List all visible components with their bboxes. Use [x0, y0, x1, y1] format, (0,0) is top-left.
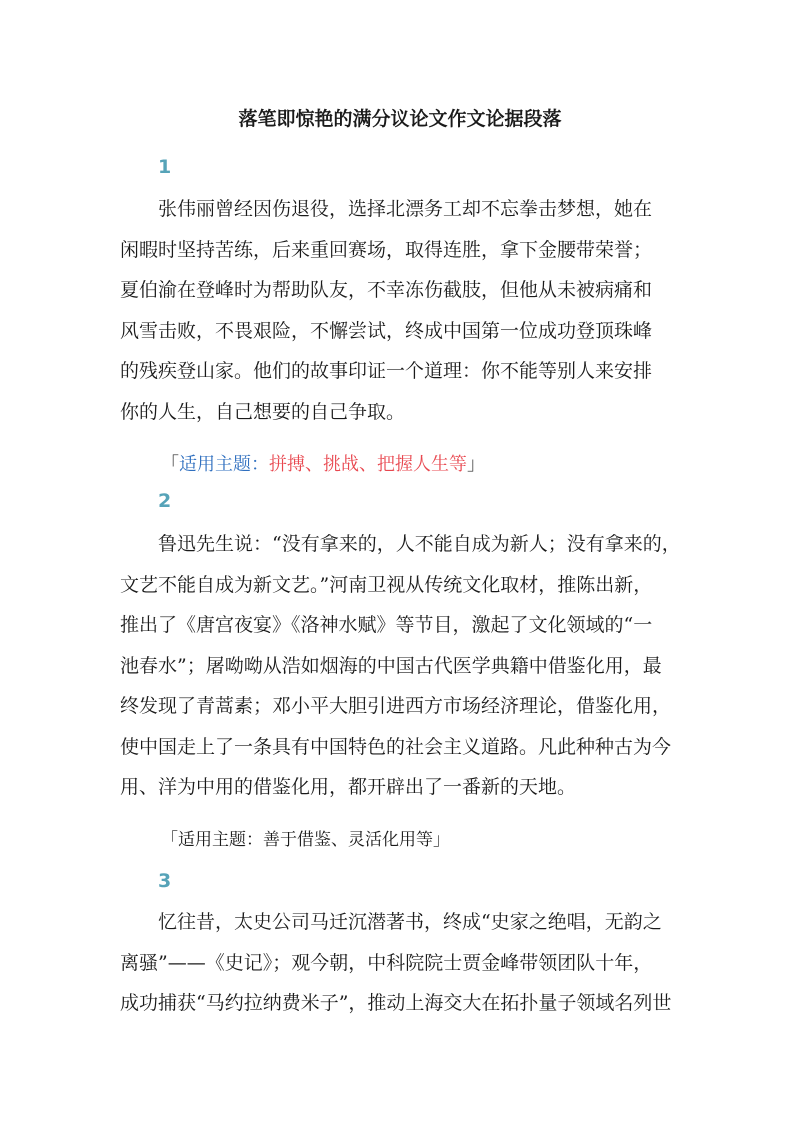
paragraph-line: 你的人生，自己想要的自己争取。: [120, 400, 406, 423]
paragraph-line: 终发现了青蒿素；邓小平大胆引进西方市场经济理论，借鉴化用，: [120, 695, 672, 717]
paragraph-line: 使中国走上了一条具有中国特色的社会主义道路。凡此种种古为今: [120, 735, 672, 758]
paragraph-line: 张伟丽曾经因伤退役，选择北漂务工却不忘拳击梦想，她在: [158, 198, 653, 220]
section-1-paragraph: [120, 189, 690, 432]
paragraph-line: 忆往昔，太史公司马迁沉潜著书，终成“史家之绝唱，无韵之: [158, 911, 662, 933]
paragraph-line: 文艺不能自成为新文艺。”河南卫视从传统文化取材，推陈出新，: [120, 573, 653, 596]
theme-label: 适用主题: [179, 454, 251, 475]
section-3-paragraph: [120, 902, 690, 1024]
paragraph-line: 的残疾登山家。他们的故事印证一个道理：你不能等别人来安排: [120, 360, 653, 382]
section-number-2: 2: [158, 490, 172, 512]
theme-bracket-close: 」: [467, 454, 485, 475]
paragraph-line: 池春水”；屠呦呦从浩如烟海的中国古代医学典籍中借鉴化用，最: [120, 654, 662, 677]
theme-bracket-open: 「: [161, 454, 179, 475]
paragraph-line: 用、洋为中用的借鉴化用，都开辟出了一番新的天地。: [120, 776, 577, 798]
theme-note-2: 「适用主题：善于借鉴、灵活化用等」: [161, 830, 450, 850]
paragraph-line: 闲暇时坚持苦练，后来重回赛场，取得连胜，拿下金腰带荣誉；: [120, 238, 653, 261]
paragraph-line: 成功捕获“马约拉纳费米子”，推动上海交大在拓扑量子领域名列世: [120, 992, 672, 1014]
section-2-paragraph: [120, 524, 690, 808]
paragraph-line: 鲁迅先生说：“没有拿来的，人不能自成为新人；没有拿来的，: [158, 533, 681, 555]
section-number-1: 1: [158, 156, 172, 178]
section-number-3: 3: [158, 870, 172, 892]
page-title: 落笔即惊艳的满分议论文作文论据段落: [238, 108, 562, 130]
paragraph-line: 风雪击败，不畏艰险，不懈尝试，终成中国第一位成功登顶珠峰: [120, 319, 653, 342]
theme-separator: ：: [251, 454, 269, 475]
paragraph-line: 离骚”——《史记》；观今朝，中科院院士贾金峰带领团队十年，: [120, 951, 653, 974]
paragraph-line: 夏伯渝在登峰时为帮助队友，不幸冻伤截肢，但他从未被病痛和: [120, 279, 653, 301]
theme-value: 拼搏、挑战、把握人生等: [269, 454, 467, 475]
paragraph-line: 推出了《唐宫夜宴》《洛神水赋》等节目，激起了文化领域的“一: [120, 614, 653, 636]
theme-note-1: [161, 450, 485, 476]
